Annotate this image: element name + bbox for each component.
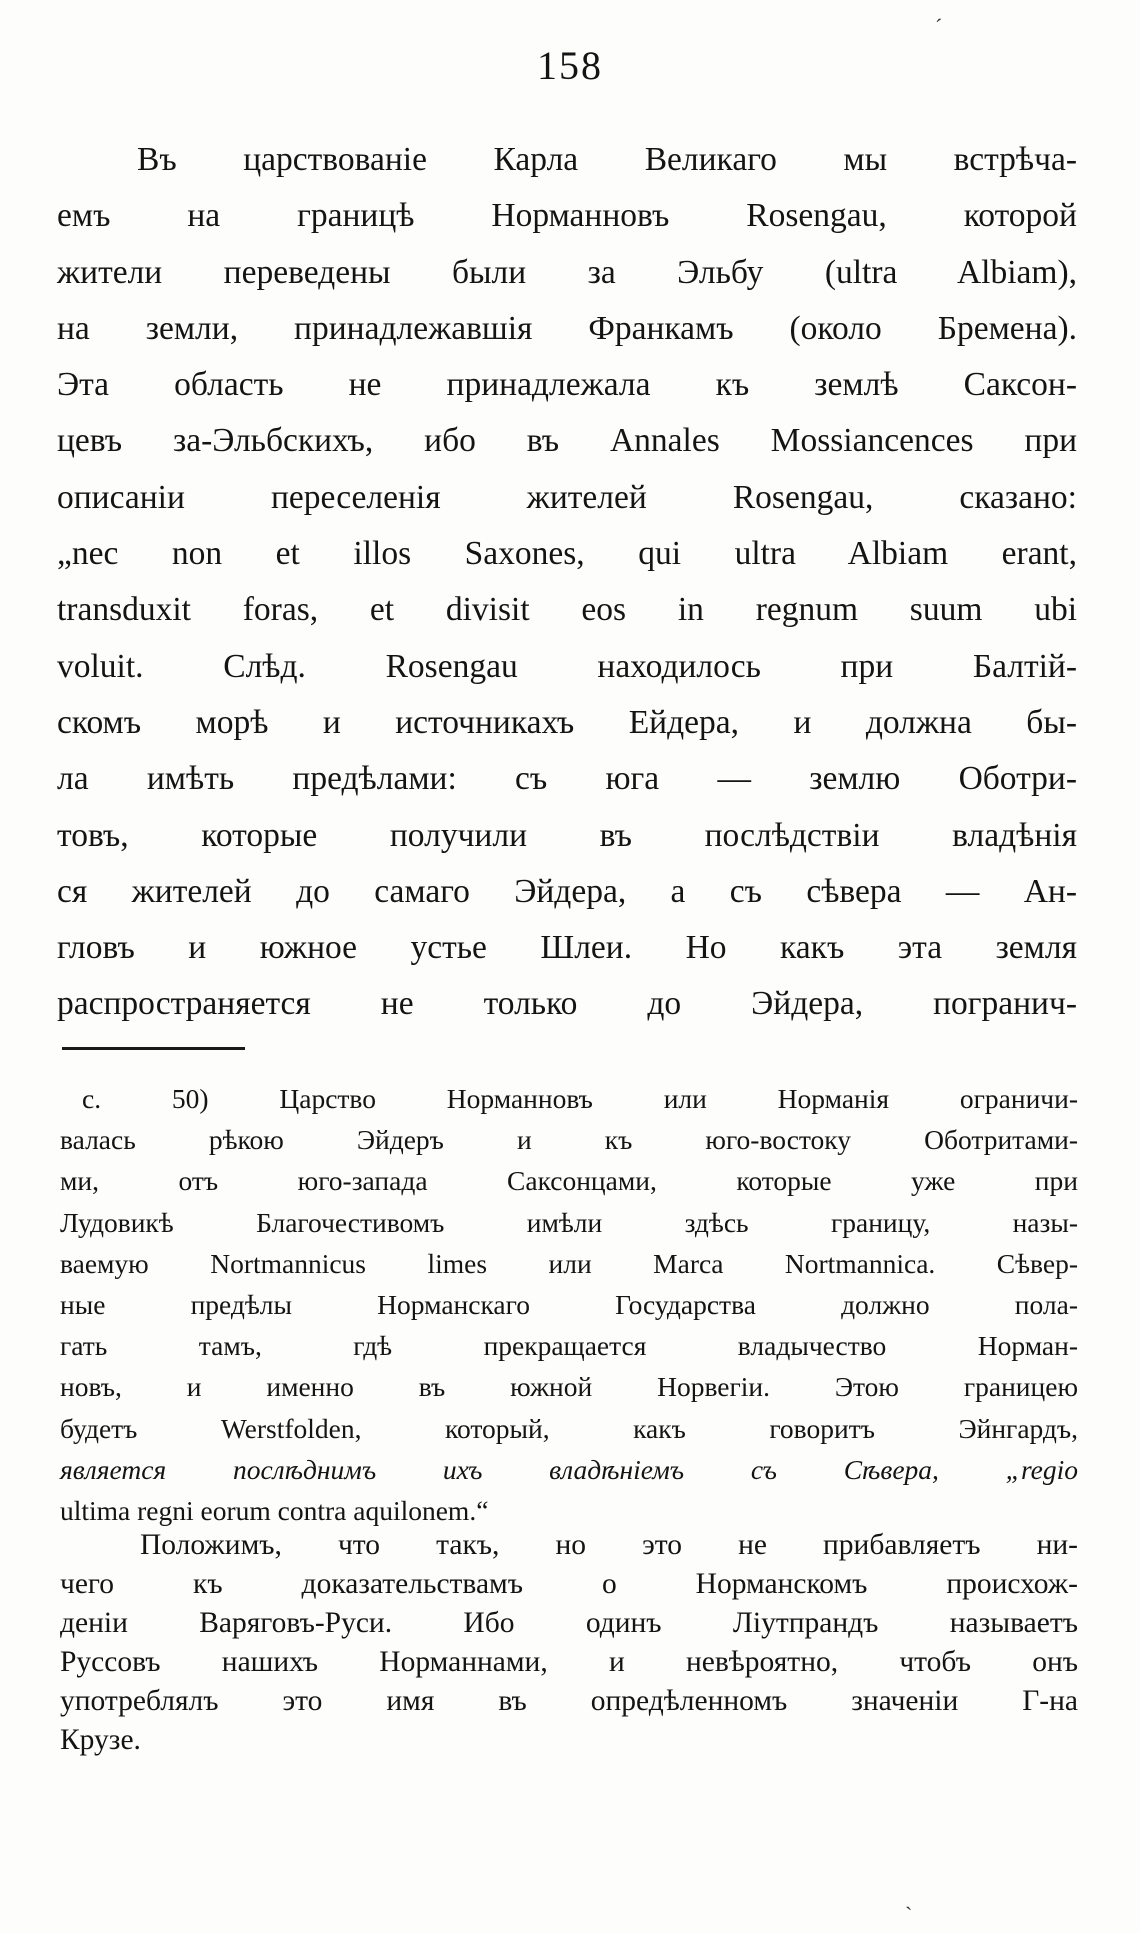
main-text: [57, 132, 1077, 1033]
continuation-paragraph: [60, 1526, 1078, 1760]
text-line: Въ царствованіе Карла Великаго мы встрѣча-: [137, 141, 1077, 178]
footnote-line: Лудовикѣ Благочестивомъ имѣли здѣсь границу, назы-: [60, 1206, 1078, 1238]
text-line: емъ на границѣ Норманновъ Rosengau, которой: [57, 197, 1077, 235]
text-line: Эта область не принадлежала къ землѣ Саксон-: [57, 366, 1077, 404]
footnote-line: валась рѣкою Эйдеръ и къ юго-востоку Оботритами-: [60, 1124, 1078, 1156]
footnote-line: будетъ Werstfolden, который, какъ говоритъ Эйнгардъ,: [60, 1412, 1078, 1444]
text-line: „nec non et illos Saxones, qui ultra Albiam erant,: [57, 535, 1077, 573]
text-line: transduxit foras, et divisit eos in regnum suum ubi: [57, 591, 1077, 629]
text-line: деніи Варяговъ-Руси. Ибо одинъ Ліутпрандъ называетъ: [60, 1607, 1078, 1639]
footnote-line: ные предѣлы Норманскаго Государства должно пола-: [60, 1289, 1078, 1321]
footnote-line: ваемую Nortmannicus limes или Marca Nortmannica. Сѣвер-: [60, 1247, 1078, 1279]
text-line: жители переведены были за Эльбу (ultra Albiam),: [57, 253, 1077, 291]
text-line: ла имѣть предѣлами: съ юга — землю Оботри-: [57, 760, 1077, 798]
text-line: на земли, принадлежавшія Франкамъ (около Бремена).: [57, 309, 1077, 347]
text-line: Руссовъ нашихъ Норманнами, и невѣроятно, чтобъ онъ: [60, 1646, 1078, 1678]
text-line: скомъ морѣ и источникахъ Ейдера, и должна бы-: [57, 703, 1077, 741]
footnote-separator: [62, 1047, 245, 1050]
text-line: употреблялъ это имя въ опредѣленномъ значеніи Г-на: [60, 1685, 1078, 1717]
footnote-line: ultima regni eorum contra aquilonem.“: [60, 1495, 489, 1527]
footnote-line: с. 50) Царство Норманновъ или Норманія ограничи-: [82, 1083, 1078, 1114]
footnote-line-italic: является послѣднимъ ихъ владѣніемъ съ Сѣвера, „regio: [60, 1453, 1078, 1485]
text-line: гловъ и южное устье Шлеи. Но какъ эта земля: [57, 929, 1077, 967]
text-line: распространяется не только до Эйдера, погранич-: [57, 985, 1077, 1023]
text-line: товъ, которые получили въ послѣдствіи владѣнія: [57, 816, 1077, 854]
text-line: Крузе.: [60, 1724, 141, 1756]
page-number: 158: [537, 43, 603, 88]
text-line: ся жителей до самаго Эйдера, а съ сѣвера — Ан-: [57, 872, 1077, 910]
footnote: [60, 1078, 1078, 1531]
text-line: чего къ доказательствамъ о Норманскомъ происхож-: [60, 1568, 1078, 1600]
footnote-line: новъ, и именно въ южной Норвегіи. Этою границею: [60, 1371, 1078, 1403]
footnote-line: ми, отъ юго-запада Саксонцами, которые уже при: [60, 1165, 1078, 1197]
scan-speck: ˏ: [905, 1885, 913, 1910]
text-line: Положимъ, что такъ, но это не прибавляетъ ни-: [140, 1529, 1078, 1561]
scan-speck: ˊ: [935, 14, 943, 39]
text-line: описаніи переселенія жителей Rosengau, сказано:: [57, 478, 1077, 516]
text-line: voluit. Слѣд. Rosengau находилось при Балтій-: [57, 647, 1077, 685]
footnote-line: гать тамъ, гдѣ прекращается владычество Норман-: [60, 1330, 1078, 1362]
text-line: цевъ за-Эльбскихъ, ибо въ Annales Mossiancences при: [57, 422, 1077, 460]
